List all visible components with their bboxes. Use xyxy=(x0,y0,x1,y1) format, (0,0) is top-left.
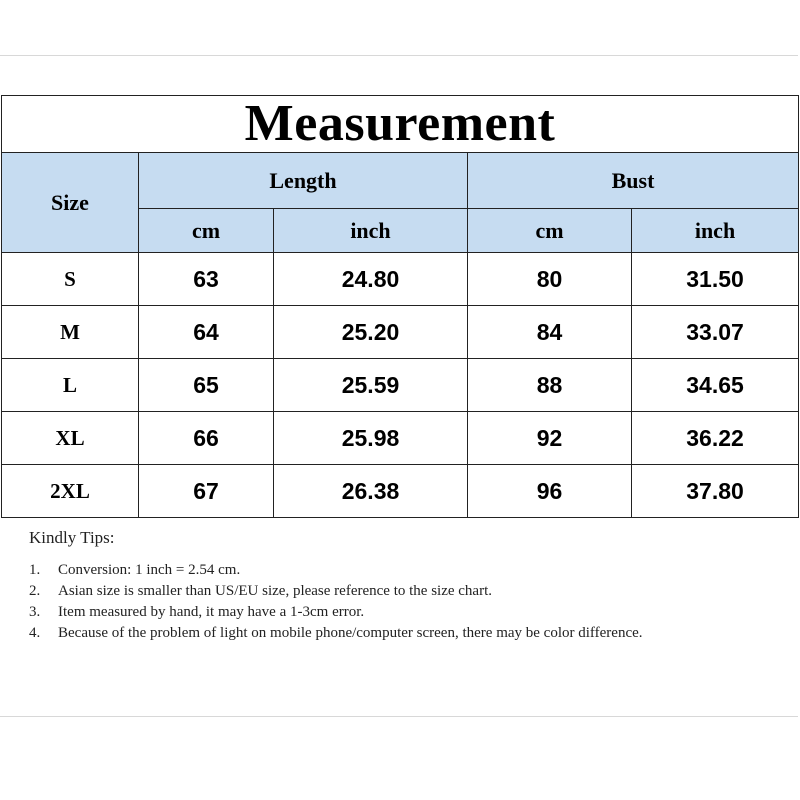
bust-cm-cell: 92 xyxy=(468,412,632,465)
tips-title: Kindly Tips: xyxy=(29,528,115,547)
table-row xyxy=(2,253,799,306)
length-cm-cell: 63 xyxy=(139,253,274,306)
length-inch-cell: 26.38 xyxy=(274,465,468,518)
length-cm-cell: 64 xyxy=(139,306,274,359)
tip-text: Item measured by hand, it may have a 1-3cm error. xyxy=(58,604,365,620)
bust-cm-cell: 88 xyxy=(468,359,632,412)
header-size: Size xyxy=(2,153,139,253)
subheader-bust-inch: inch xyxy=(632,209,799,253)
tip-number: 1. xyxy=(29,562,41,578)
length-cm-cell: 66 xyxy=(139,412,274,465)
size-cell: XL xyxy=(2,412,139,465)
tip-text: Conversion: 1 inch = 2.54 cm. xyxy=(58,562,241,578)
list-item xyxy=(29,602,769,623)
bust-inch-cell: 37.80 xyxy=(632,465,799,518)
bust-cm-cell: 84 xyxy=(468,306,632,359)
length-cm-cell: 67 xyxy=(139,465,274,518)
bust-inch-cell: 36.22 xyxy=(632,412,799,465)
length-cm-cell: 65 xyxy=(139,359,274,412)
list-item xyxy=(29,581,769,602)
length-inch-cell: 25.98 xyxy=(274,412,468,465)
header-length: Length xyxy=(139,153,468,209)
bust-cm-cell: 96 xyxy=(468,465,632,518)
size-chart-table xyxy=(1,95,799,518)
bust-inch-cell: 33.07 xyxy=(632,306,799,359)
list-item xyxy=(29,623,769,644)
subheader-bust-cm: cm xyxy=(468,209,632,253)
length-inch-cell: 25.20 xyxy=(274,306,468,359)
size-cell: M xyxy=(2,306,139,359)
tip-text: Asian size is smaller than US/EU size, please reference to the size chart. xyxy=(58,583,492,599)
length-inch-cell: 25.59 xyxy=(274,359,468,412)
table-row xyxy=(2,306,799,359)
size-cell: L xyxy=(2,359,139,412)
tip-number: 4. xyxy=(29,625,41,641)
tip-number: 2. xyxy=(29,583,41,599)
table-row xyxy=(2,412,799,465)
tips-list xyxy=(29,560,769,644)
header-bust: Bust xyxy=(468,153,799,209)
table-row xyxy=(2,465,799,518)
bust-inch-cell: 34.65 xyxy=(632,359,799,412)
size-cell: 2XL xyxy=(2,465,139,518)
table-row xyxy=(2,359,799,412)
size-cell: S xyxy=(2,253,139,306)
table-title: Measurement xyxy=(2,96,799,153)
subheader-length-cm: cm xyxy=(139,209,274,253)
bust-cm-cell: 80 xyxy=(468,253,632,306)
bust-inch-cell: 31.50 xyxy=(632,253,799,306)
list-item xyxy=(29,560,769,581)
tip-text: Because of the problem of light on mobile phone/computer screen, there may be color difference. xyxy=(58,625,643,641)
subheader-length-inch: inch xyxy=(274,209,468,253)
kindly-tips xyxy=(29,528,769,644)
tip-number: 3. xyxy=(29,604,41,620)
length-inch-cell: 24.80 xyxy=(274,253,468,306)
